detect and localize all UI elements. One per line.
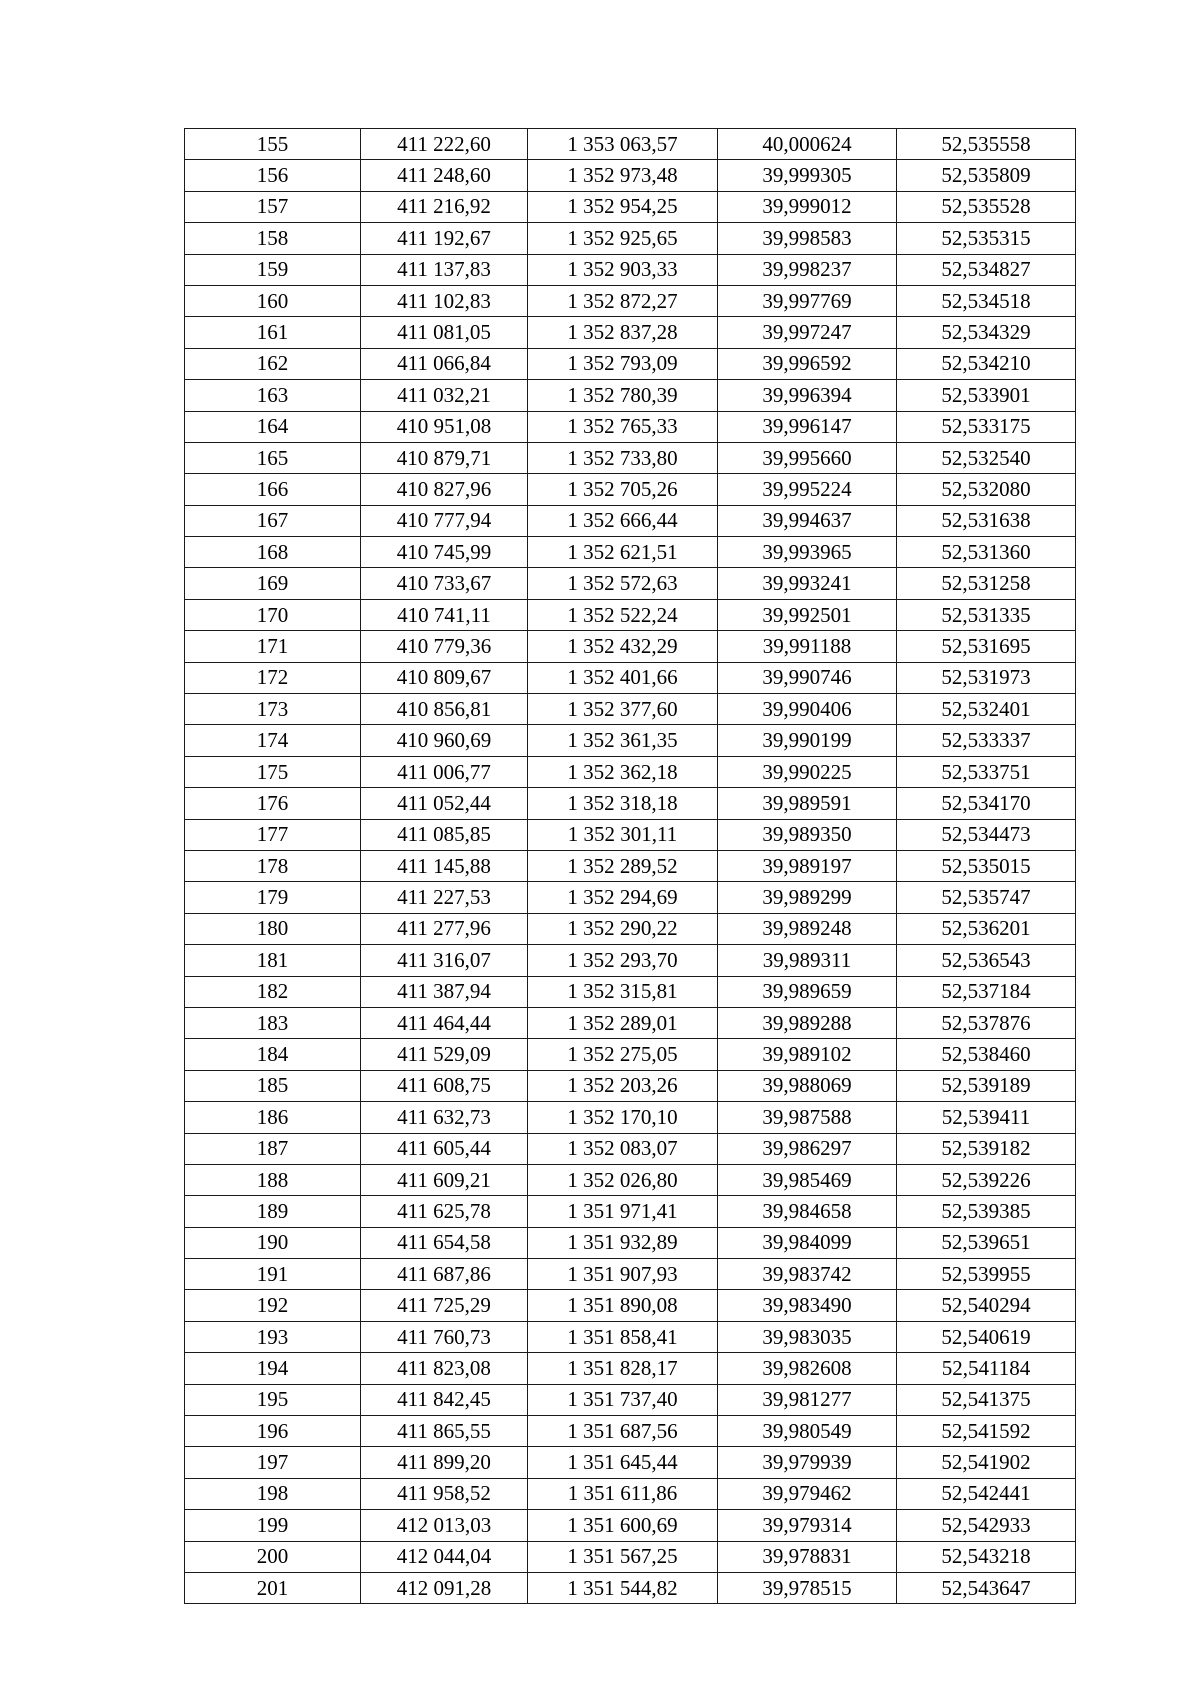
longitude-cell: 39,989591 — [718, 788, 897, 819]
longitude-cell: 39,989288 — [718, 1007, 897, 1038]
y-coordinate-cell: 1 352 315,81 — [528, 976, 718, 1007]
x-coordinate-cell: 411 085,85 — [361, 819, 528, 850]
table-row — [185, 1416, 1076, 1447]
table-row — [185, 1007, 1076, 1038]
longitude-cell: 39,990199 — [718, 725, 897, 756]
longitude-cell: 39,989197 — [718, 850, 897, 881]
latitude-cell: 52,534518 — [897, 285, 1076, 316]
x-coordinate-cell: 411 248,60 — [361, 160, 528, 191]
x-coordinate-cell: 410 779,36 — [361, 631, 528, 662]
y-coordinate-cell: 1 352 837,28 — [528, 317, 718, 348]
latitude-cell: 52,536543 — [897, 945, 1076, 976]
latitude-cell: 52,542441 — [897, 1478, 1076, 1509]
point-number-cell: 195 — [185, 1384, 361, 1415]
y-coordinate-cell: 1 352 275,05 — [528, 1039, 718, 1070]
table-row — [185, 1227, 1076, 1258]
x-coordinate-cell: 411 687,86 — [361, 1259, 528, 1290]
y-coordinate-cell: 1 352 362,18 — [528, 756, 718, 787]
latitude-cell: 52,539385 — [897, 1196, 1076, 1227]
coordinates-table-body — [185, 129, 1076, 1604]
table-row — [185, 348, 1076, 379]
latitude-cell: 52,533175 — [897, 411, 1076, 442]
latitude-cell: 52,531335 — [897, 599, 1076, 630]
point-number-cell: 200 — [185, 1541, 361, 1572]
longitude-cell: 39,994637 — [718, 505, 897, 536]
latitude-cell: 52,541184 — [897, 1353, 1076, 1384]
point-number-cell: 169 — [185, 568, 361, 599]
latitude-cell: 52,535558 — [897, 129, 1076, 160]
longitude-cell: 39,993241 — [718, 568, 897, 599]
y-coordinate-cell: 1 352 780,39 — [528, 380, 718, 411]
longitude-cell: 39,987588 — [718, 1102, 897, 1133]
table-row — [185, 129, 1076, 160]
longitude-cell: 39,978831 — [718, 1541, 897, 1572]
x-coordinate-cell: 411 608,75 — [361, 1070, 528, 1101]
x-coordinate-cell: 411 899,20 — [361, 1447, 528, 1478]
latitude-cell: 52,531258 — [897, 568, 1076, 599]
point-number-cell: 178 — [185, 850, 361, 881]
latitude-cell: 52,536201 — [897, 913, 1076, 944]
longitude-cell: 39,979939 — [718, 1447, 897, 1478]
x-coordinate-cell: 410 951,08 — [361, 411, 528, 442]
table-row — [185, 1478, 1076, 1509]
table-row — [185, 1384, 1076, 1415]
x-coordinate-cell: 412 013,03 — [361, 1510, 528, 1541]
table-row — [185, 254, 1076, 285]
y-coordinate-cell: 1 352 733,80 — [528, 442, 718, 473]
table-row — [185, 160, 1076, 191]
x-coordinate-cell: 410 741,11 — [361, 599, 528, 630]
longitude-cell: 39,990406 — [718, 694, 897, 725]
table-row — [185, 1321, 1076, 1352]
y-coordinate-cell: 1 352 432,29 — [528, 631, 718, 662]
x-coordinate-cell: 410 960,69 — [361, 725, 528, 756]
latitude-cell: 52,541375 — [897, 1384, 1076, 1415]
table-row — [185, 442, 1076, 473]
longitude-cell: 39,983490 — [718, 1290, 897, 1321]
table-row — [185, 1133, 1076, 1164]
x-coordinate-cell: 410 733,67 — [361, 568, 528, 599]
table-row — [185, 882, 1076, 913]
table-row — [185, 788, 1076, 819]
point-number-cell: 163 — [185, 380, 361, 411]
y-coordinate-cell: 1 352 318,18 — [528, 788, 718, 819]
y-coordinate-cell: 1 352 289,01 — [528, 1007, 718, 1038]
point-number-cell: 179 — [185, 882, 361, 913]
latitude-cell: 52,531695 — [897, 631, 1076, 662]
point-number-cell: 176 — [185, 788, 361, 819]
point-number-cell: 172 — [185, 662, 361, 693]
y-coordinate-cell: 1 352 954,25 — [528, 191, 718, 222]
point-number-cell: 160 — [185, 285, 361, 316]
table-row — [185, 1196, 1076, 1227]
y-coordinate-cell: 1 352 377,60 — [528, 694, 718, 725]
table-row — [185, 850, 1076, 881]
table-row — [185, 631, 1076, 662]
latitude-cell: 52,539411 — [897, 1102, 1076, 1133]
table-row — [185, 662, 1076, 693]
y-coordinate-cell: 1 352 294,69 — [528, 882, 718, 913]
y-coordinate-cell: 1 351 611,86 — [528, 1478, 718, 1509]
x-coordinate-cell: 411 192,67 — [361, 223, 528, 254]
table-row — [185, 1070, 1076, 1101]
y-coordinate-cell: 1 351 687,56 — [528, 1416, 718, 1447]
point-number-cell: 177 — [185, 819, 361, 850]
table-row — [185, 694, 1076, 725]
x-coordinate-cell: 410 879,71 — [361, 442, 528, 473]
y-coordinate-cell: 1 352 290,22 — [528, 913, 718, 944]
table-row — [185, 1510, 1076, 1541]
x-coordinate-cell: 411 842,45 — [361, 1384, 528, 1415]
table-row — [185, 568, 1076, 599]
x-coordinate-cell: 411 958,52 — [361, 1478, 528, 1509]
y-coordinate-cell: 1 351 932,89 — [528, 1227, 718, 1258]
table-row — [185, 474, 1076, 505]
x-coordinate-cell: 411 529,09 — [361, 1039, 528, 1070]
x-coordinate-cell: 411 865,55 — [361, 1416, 528, 1447]
longitude-cell: 39,993965 — [718, 537, 897, 568]
point-number-cell: 197 — [185, 1447, 361, 1478]
latitude-cell: 52,537876 — [897, 1007, 1076, 1038]
table-row — [185, 913, 1076, 944]
x-coordinate-cell: 411 609,21 — [361, 1164, 528, 1195]
latitude-cell: 52,543218 — [897, 1541, 1076, 1572]
table-row — [185, 1572, 1076, 1603]
latitude-cell: 52,533337 — [897, 725, 1076, 756]
latitude-cell: 52,535809 — [897, 160, 1076, 191]
latitude-cell: 52,535315 — [897, 223, 1076, 254]
point-number-cell: 190 — [185, 1227, 361, 1258]
longitude-cell: 39,984658 — [718, 1196, 897, 1227]
longitude-cell: 39,997247 — [718, 317, 897, 348]
point-number-cell: 188 — [185, 1164, 361, 1195]
longitude-cell: 39,989350 — [718, 819, 897, 850]
x-coordinate-cell: 411 654,58 — [361, 1227, 528, 1258]
point-number-cell: 184 — [185, 1039, 361, 1070]
y-coordinate-cell: 1 351 544,82 — [528, 1572, 718, 1603]
longitude-cell: 39,989311 — [718, 945, 897, 976]
point-number-cell: 192 — [185, 1290, 361, 1321]
point-number-cell: 157 — [185, 191, 361, 222]
point-number-cell: 201 — [185, 1572, 361, 1603]
point-number-cell: 198 — [185, 1478, 361, 1509]
latitude-cell: 52,532401 — [897, 694, 1076, 725]
y-coordinate-cell: 1 352 872,27 — [528, 285, 718, 316]
x-coordinate-cell: 411 137,83 — [361, 254, 528, 285]
point-number-cell: 170 — [185, 599, 361, 630]
point-number-cell: 183 — [185, 1007, 361, 1038]
y-coordinate-cell: 1 351 907,93 — [528, 1259, 718, 1290]
y-coordinate-cell: 1 352 572,63 — [528, 568, 718, 599]
x-coordinate-cell: 411 632,73 — [361, 1102, 528, 1133]
longitude-cell: 39,986297 — [718, 1133, 897, 1164]
point-number-cell: 175 — [185, 756, 361, 787]
point-number-cell: 167 — [185, 505, 361, 536]
longitude-cell: 39,989659 — [718, 976, 897, 1007]
x-coordinate-cell: 411 227,53 — [361, 882, 528, 913]
longitude-cell: 40,000624 — [718, 129, 897, 160]
point-number-cell: 181 — [185, 945, 361, 976]
table-row — [185, 380, 1076, 411]
y-coordinate-cell: 1 352 621,51 — [528, 537, 718, 568]
longitude-cell: 39,995224 — [718, 474, 897, 505]
x-coordinate-cell: 412 091,28 — [361, 1572, 528, 1603]
table-row — [185, 819, 1076, 850]
y-coordinate-cell: 1 352 170,10 — [528, 1102, 718, 1133]
x-coordinate-cell: 411 464,44 — [361, 1007, 528, 1038]
y-coordinate-cell: 1 351 737,40 — [528, 1384, 718, 1415]
longitude-cell: 39,989248 — [718, 913, 897, 944]
table-row — [185, 1290, 1076, 1321]
x-coordinate-cell: 410 777,94 — [361, 505, 528, 536]
longitude-cell: 39,984099 — [718, 1227, 897, 1258]
y-coordinate-cell: 1 352 301,11 — [528, 819, 718, 850]
table-row — [185, 725, 1076, 756]
longitude-cell: 39,996147 — [718, 411, 897, 442]
x-coordinate-cell: 411 387,94 — [361, 976, 528, 1007]
x-coordinate-cell: 411 066,84 — [361, 348, 528, 379]
y-coordinate-cell: 1 351 858,41 — [528, 1321, 718, 1352]
x-coordinate-cell: 410 827,96 — [361, 474, 528, 505]
point-number-cell: 158 — [185, 223, 361, 254]
y-coordinate-cell: 1 352 793,09 — [528, 348, 718, 379]
point-number-cell: 155 — [185, 129, 361, 160]
point-number-cell: 174 — [185, 725, 361, 756]
x-coordinate-cell: 411 006,77 — [361, 756, 528, 787]
point-number-cell: 166 — [185, 474, 361, 505]
x-coordinate-cell: 412 044,04 — [361, 1541, 528, 1572]
table-row — [185, 1102, 1076, 1133]
coordinates-table — [184, 128, 1076, 1604]
y-coordinate-cell: 1 351 971,41 — [528, 1196, 718, 1227]
table-row — [185, 945, 1076, 976]
latitude-cell: 52,539189 — [897, 1070, 1076, 1101]
x-coordinate-cell: 410 809,67 — [361, 662, 528, 693]
longitude-cell: 39,999305 — [718, 160, 897, 191]
point-number-cell: 194 — [185, 1353, 361, 1384]
x-coordinate-cell: 410 745,99 — [361, 537, 528, 568]
longitude-cell: 39,999012 — [718, 191, 897, 222]
table-row — [185, 599, 1076, 630]
table-row — [185, 1541, 1076, 1572]
y-coordinate-cell: 1 352 765,33 — [528, 411, 718, 442]
latitude-cell: 52,531360 — [897, 537, 1076, 568]
longitude-cell: 39,990746 — [718, 662, 897, 693]
y-coordinate-cell: 1 352 293,70 — [528, 945, 718, 976]
x-coordinate-cell: 411 222,60 — [361, 129, 528, 160]
point-number-cell: 168 — [185, 537, 361, 568]
y-coordinate-cell: 1 351 890,08 — [528, 1290, 718, 1321]
longitude-cell: 39,979314 — [718, 1510, 897, 1541]
longitude-cell: 39,998237 — [718, 254, 897, 285]
table-row — [185, 411, 1076, 442]
table-row — [185, 1164, 1076, 1195]
y-coordinate-cell: 1 352 401,66 — [528, 662, 718, 693]
table-row — [185, 317, 1076, 348]
longitude-cell: 39,982608 — [718, 1353, 897, 1384]
latitude-cell: 52,533751 — [897, 756, 1076, 787]
latitude-cell: 52,531638 — [897, 505, 1076, 536]
x-coordinate-cell: 411 277,96 — [361, 913, 528, 944]
y-coordinate-cell: 1 352 083,07 — [528, 1133, 718, 1164]
latitude-cell: 52,534329 — [897, 317, 1076, 348]
latitude-cell: 52,541902 — [897, 1447, 1076, 1478]
x-coordinate-cell: 411 216,92 — [361, 191, 528, 222]
latitude-cell: 52,542933 — [897, 1510, 1076, 1541]
point-number-cell: 164 — [185, 411, 361, 442]
y-coordinate-cell: 1 352 925,65 — [528, 223, 718, 254]
latitude-cell: 52,533901 — [897, 380, 1076, 411]
y-coordinate-cell: 1 351 567,25 — [528, 1541, 718, 1572]
point-number-cell: 186 — [185, 1102, 361, 1133]
table-row — [185, 1039, 1076, 1070]
longitude-cell: 39,997769 — [718, 285, 897, 316]
latitude-cell: 52,535747 — [897, 882, 1076, 913]
table-row — [185, 1447, 1076, 1478]
y-coordinate-cell: 1 352 361,35 — [528, 725, 718, 756]
longitude-cell: 39,985469 — [718, 1164, 897, 1195]
latitude-cell: 52,534210 — [897, 348, 1076, 379]
x-coordinate-cell: 411 316,07 — [361, 945, 528, 976]
x-coordinate-cell: 411 625,78 — [361, 1196, 528, 1227]
x-coordinate-cell: 411 725,29 — [361, 1290, 528, 1321]
longitude-cell: 39,980549 — [718, 1416, 897, 1447]
point-number-cell: 156 — [185, 160, 361, 191]
latitude-cell: 52,538460 — [897, 1039, 1076, 1070]
y-coordinate-cell: 1 352 522,24 — [528, 599, 718, 630]
table-row — [185, 1259, 1076, 1290]
longitude-cell: 39,996592 — [718, 348, 897, 379]
longitude-cell: 39,995660 — [718, 442, 897, 473]
point-number-cell: 159 — [185, 254, 361, 285]
y-coordinate-cell: 1 353 063,57 — [528, 129, 718, 160]
y-coordinate-cell: 1 352 026,80 — [528, 1164, 718, 1195]
longitude-cell: 39,998583 — [718, 223, 897, 254]
latitude-cell: 52,537184 — [897, 976, 1076, 1007]
point-number-cell: 161 — [185, 317, 361, 348]
latitude-cell: 52,535528 — [897, 191, 1076, 222]
longitude-cell: 39,983035 — [718, 1321, 897, 1352]
longitude-cell: 39,990225 — [718, 756, 897, 787]
y-coordinate-cell: 1 352 289,52 — [528, 850, 718, 881]
y-coordinate-cell: 1 352 666,44 — [528, 505, 718, 536]
latitude-cell: 52,535015 — [897, 850, 1076, 881]
x-coordinate-cell: 411 823,08 — [361, 1353, 528, 1384]
y-coordinate-cell: 1 352 203,26 — [528, 1070, 718, 1101]
y-coordinate-cell: 1 351 645,44 — [528, 1447, 718, 1478]
point-number-cell: 173 — [185, 694, 361, 725]
longitude-cell: 39,978515 — [718, 1572, 897, 1603]
point-number-cell: 199 — [185, 1510, 361, 1541]
latitude-cell: 52,539651 — [897, 1227, 1076, 1258]
x-coordinate-cell: 411 760,73 — [361, 1321, 528, 1352]
table-row — [185, 976, 1076, 1007]
y-coordinate-cell: 1 352 973,48 — [528, 160, 718, 191]
longitude-cell: 39,991188 — [718, 631, 897, 662]
y-coordinate-cell: 1 352 705,26 — [528, 474, 718, 505]
point-number-cell: 187 — [185, 1133, 361, 1164]
point-number-cell: 191 — [185, 1259, 361, 1290]
table-row — [185, 1353, 1076, 1384]
point-number-cell: 171 — [185, 631, 361, 662]
y-coordinate-cell: 1 351 828,17 — [528, 1353, 718, 1384]
latitude-cell: 52,539226 — [897, 1164, 1076, 1195]
latitude-cell: 52,534473 — [897, 819, 1076, 850]
longitude-cell: 39,996394 — [718, 380, 897, 411]
latitude-cell: 52,539955 — [897, 1259, 1076, 1290]
point-number-cell: 162 — [185, 348, 361, 379]
latitude-cell: 52,541592 — [897, 1416, 1076, 1447]
table-row — [185, 223, 1076, 254]
y-coordinate-cell: 1 352 903,33 — [528, 254, 718, 285]
point-number-cell: 193 — [185, 1321, 361, 1352]
x-coordinate-cell: 411 081,05 — [361, 317, 528, 348]
x-coordinate-cell: 411 032,21 — [361, 380, 528, 411]
latitude-cell: 52,539182 — [897, 1133, 1076, 1164]
table-row — [185, 191, 1076, 222]
latitude-cell: 52,534170 — [897, 788, 1076, 819]
latitude-cell: 52,532540 — [897, 442, 1076, 473]
point-number-cell: 165 — [185, 442, 361, 473]
latitude-cell: 52,531973 — [897, 662, 1076, 693]
point-number-cell: 189 — [185, 1196, 361, 1227]
table-row — [185, 537, 1076, 568]
table-row — [185, 285, 1076, 316]
table-row — [185, 505, 1076, 536]
longitude-cell: 39,989102 — [718, 1039, 897, 1070]
longitude-cell: 39,983742 — [718, 1259, 897, 1290]
latitude-cell: 52,532080 — [897, 474, 1076, 505]
longitude-cell: 39,988069 — [718, 1070, 897, 1101]
point-number-cell: 196 — [185, 1416, 361, 1447]
longitude-cell: 39,989299 — [718, 882, 897, 913]
table-row — [185, 756, 1076, 787]
longitude-cell: 39,979462 — [718, 1478, 897, 1509]
point-number-cell: 185 — [185, 1070, 361, 1101]
x-coordinate-cell: 411 052,44 — [361, 788, 528, 819]
latitude-cell: 52,540294 — [897, 1290, 1076, 1321]
latitude-cell: 52,543647 — [897, 1572, 1076, 1603]
x-coordinate-cell: 411 605,44 — [361, 1133, 528, 1164]
longitude-cell: 39,981277 — [718, 1384, 897, 1415]
longitude-cell: 39,992501 — [718, 599, 897, 630]
point-number-cell: 180 — [185, 913, 361, 944]
x-coordinate-cell: 411 145,88 — [361, 850, 528, 881]
latitude-cell: 52,534827 — [897, 254, 1076, 285]
x-coordinate-cell: 410 856,81 — [361, 694, 528, 725]
y-coordinate-cell: 1 351 600,69 — [528, 1510, 718, 1541]
latitude-cell: 52,540619 — [897, 1321, 1076, 1352]
x-coordinate-cell: 411 102,83 — [361, 285, 528, 316]
point-number-cell: 182 — [185, 976, 361, 1007]
